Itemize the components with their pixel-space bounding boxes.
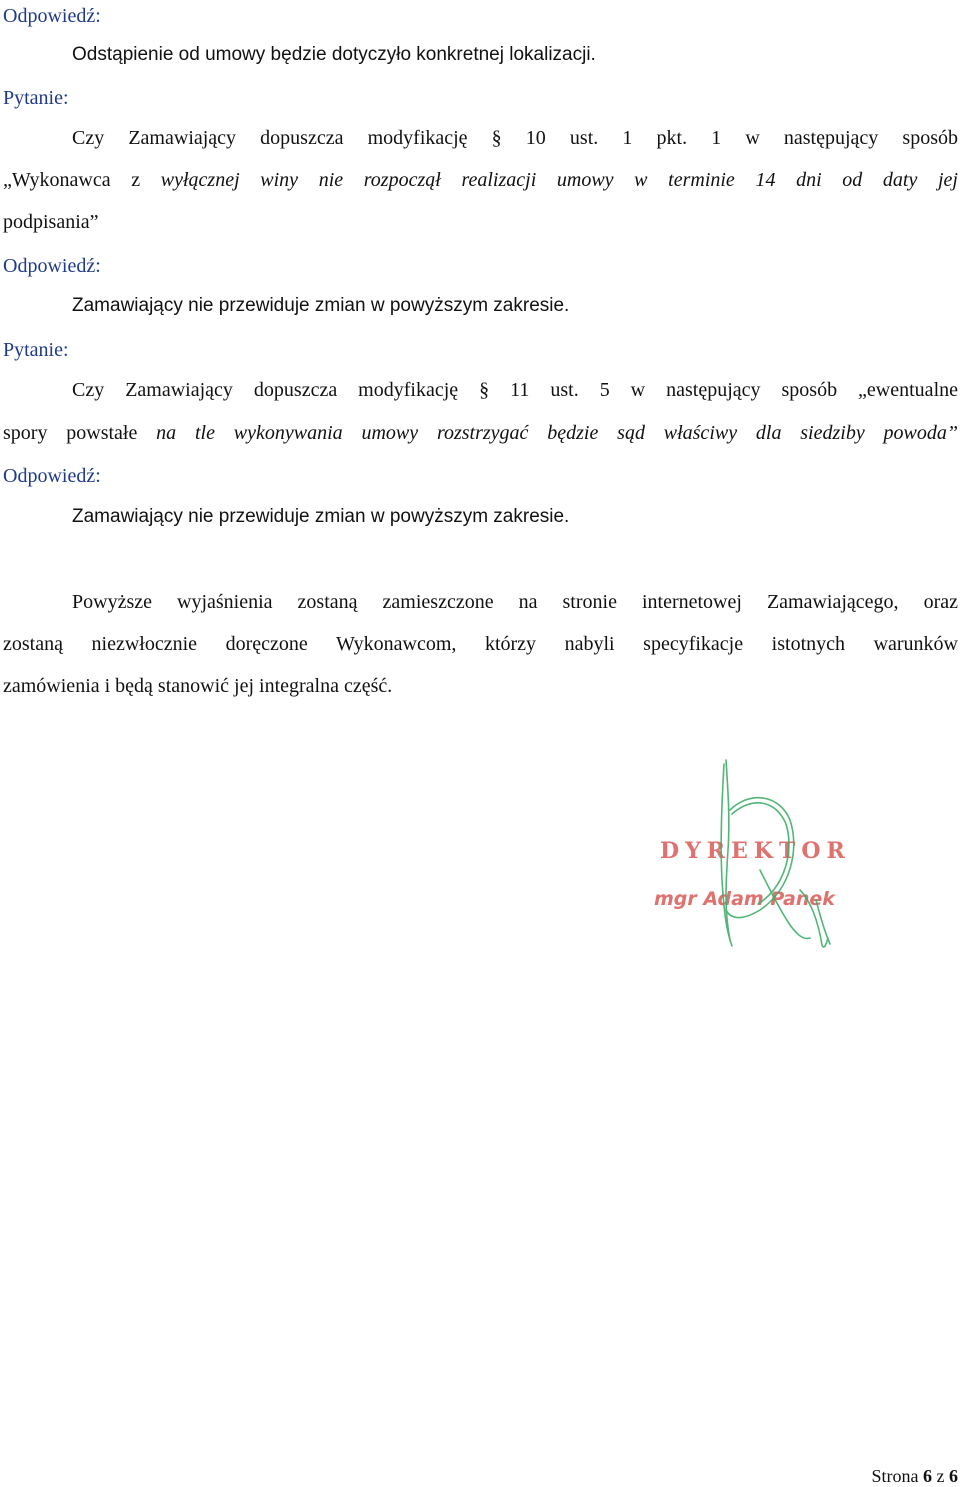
question-2-line-1: Czy Zamawiający dopuszcza modyfikację § 11 ust. 5 w następujący sposób „ewentualne xyxy=(72,379,958,401)
footer-sep: z xyxy=(936,1466,945,1486)
stamp-name: mgr Adam Panek xyxy=(654,888,835,910)
question-label: Pytanie: xyxy=(3,339,69,361)
footer-total: 6 xyxy=(949,1466,958,1486)
handwritten-signature xyxy=(640,750,880,955)
question-2-line-2-italic: na tle wykonywania umowy rozstrzygać będzie sąd właściwy dla siedziby powoda” xyxy=(156,422,958,444)
page-footer xyxy=(872,1466,959,1487)
question-1-line-3: podpisania” xyxy=(3,211,99,233)
answer-label: Odpowiedź: xyxy=(3,255,101,277)
question-label: Pytanie: xyxy=(3,87,69,109)
question-1-line-2-italic: wyłącznej winy nie rozpoczął realizacji umowy w terminie 14 dni od daty jej xyxy=(160,169,958,191)
answer-text: Zamawiający nie przewiduje zmian w powyższym zakresie. xyxy=(72,506,570,527)
answer-label: Odpowiedź: xyxy=(3,5,101,27)
answer-text: Odstąpienie od umowy będzie dotyczyło konkretnej lokalizacji. xyxy=(72,44,596,65)
director-stamp xyxy=(640,750,880,955)
footer-page: 6 xyxy=(923,1466,932,1486)
stamp-title: DYREKTOR xyxy=(660,838,851,864)
question-2-line-2-plain: spory powstałe xyxy=(3,422,157,444)
question-1-line-2 xyxy=(3,167,958,193)
question-1-line-1: Czy Zamawiający dopuszcza modyfikację § 10 ust. 1 pkt. 1 w następujący sposób xyxy=(72,127,958,149)
closing-line-3: zamówienia i będą stanowić jej integralna część. xyxy=(3,675,393,697)
question-2-line-2 xyxy=(3,420,958,446)
question-1-line-2-plain: „Wykonawca z xyxy=(3,169,161,191)
answer-label: Odpowiedź: xyxy=(3,465,101,487)
answer-text: Zamawiający nie przewiduje zmian w powyższym zakresie. xyxy=(72,295,570,316)
closing-line-2: zostaną niezwłocznie doręczone Wykonawcom, którzy nabyli specyfikacje istotnych warunków xyxy=(3,633,958,655)
closing-line-1: Powyższe wyjaśnienia zostaną zamieszczone na stronie internetowej Zamawiającego, oraz xyxy=(72,591,958,613)
footer-prefix: Strona xyxy=(871,1466,919,1486)
